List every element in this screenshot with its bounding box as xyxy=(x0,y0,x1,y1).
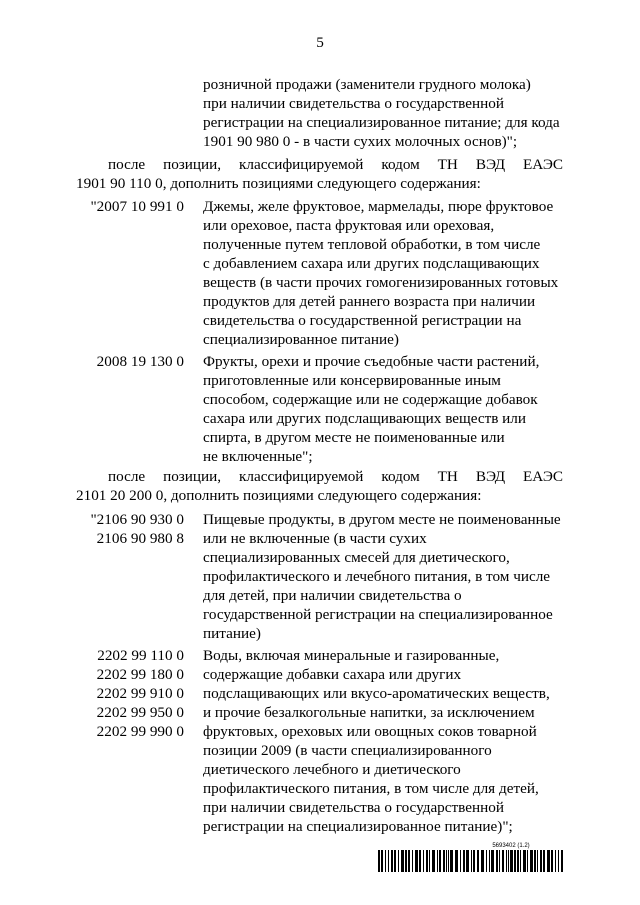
tnved-code: 2202 99 110 0 xyxy=(97,647,184,664)
text-line: Джемы, желе фруктовое, мармелады, пюре фруктовое xyxy=(203,198,554,215)
text-line: регистрации на специализированное питание)"; xyxy=(203,818,513,835)
text-line: содержащие добавки сахара или других xyxy=(203,666,462,683)
intro-line: 1901 90 110 0, дополнить позициями следующего содержания: xyxy=(76,175,481,192)
tnved-code: "2007 10 991 0 xyxy=(90,198,184,215)
text-line: питание) xyxy=(203,625,261,642)
text-line: регистрации на специализированное питание; для кода xyxy=(203,114,560,131)
text-line: не включенные"; xyxy=(203,448,313,465)
text-line: Воды, включая минеральные и газированные, xyxy=(203,647,500,664)
code-column xyxy=(76,510,184,548)
tnved-code: 2008 19 130 0 xyxy=(96,353,184,370)
intro-line: 2101 20 200 0, дополнить позициями следующего содержания: xyxy=(76,487,482,504)
text-line: способом, содержащие или не содержащие добавок xyxy=(203,391,538,408)
code-column xyxy=(76,352,184,371)
entry-description xyxy=(203,646,566,836)
text-line: веществ (в части прочих гомогенизированных готовых xyxy=(203,274,559,291)
text-line: диетического лечебного и диетического xyxy=(203,761,461,778)
intro-line: после позиции, классифицируемой кодом ТН ВЭД ЕАЭС xyxy=(108,468,563,485)
text-line: профилактического питания, в том числе для детей, xyxy=(203,780,539,797)
text-line: Пищевые продукты, в другом месте не поименованные xyxy=(203,511,561,528)
amendment-intro-2 xyxy=(76,467,563,505)
continuation-block xyxy=(203,75,565,151)
entry-description xyxy=(203,352,566,466)
document-barcode xyxy=(378,843,564,877)
tnved-code: "2106 90 930 0 xyxy=(90,511,184,528)
text-line: государственной регистрации на специализированное xyxy=(203,606,553,623)
text-line: или не включенные (в части сухих xyxy=(203,530,427,547)
tnved-code: 2202 99 990 0 xyxy=(96,723,184,740)
text-line: розничной продажи (заменители грудного молока) xyxy=(203,76,531,93)
barcode-icon xyxy=(378,850,564,872)
code-column xyxy=(76,646,184,741)
tnved-code: 2202 99 910 0 xyxy=(96,685,184,702)
text-line: профилактического и лечебного питания, в том числе xyxy=(203,568,551,585)
text-line: позиции 2009 (в части специализированного xyxy=(203,742,492,759)
page-number: 5 xyxy=(316,34,324,51)
text-line: специализированных смесей для диетического, xyxy=(203,549,510,566)
code-column xyxy=(76,197,184,216)
text-line: при наличии свидетельства о государственной xyxy=(203,799,504,816)
text-line: продуктов для детей раннего возраста при наличии xyxy=(203,293,536,310)
text-line: для детей, при наличии свидетельства о xyxy=(203,587,462,604)
text-line: и прочие безалкогольные напитки, за исключением xyxy=(203,704,535,721)
text-line: спирта, в другом месте не поименованные или xyxy=(203,429,505,446)
text-line: 1901 90 980 0 - в части сухих молочных основ)"; xyxy=(203,133,518,150)
tnved-code: 2106 90 980 8 xyxy=(96,530,184,547)
tnved-code: 2202 99 180 0 xyxy=(96,666,184,683)
text-line: сахара или других подслащивающих веществ или xyxy=(203,410,527,427)
text-line: или ореховое, паста фруктовая или ореховая, xyxy=(203,217,495,234)
text-line: фруктовых, ореховых или овощных соков товарной xyxy=(203,723,537,740)
entry-description xyxy=(203,510,566,643)
text-line: специализированное питание) xyxy=(203,331,399,348)
text-line: полученные путем тепловой обработки, в том числе xyxy=(203,236,541,253)
text-line: с добавлением сахара или других подслащивающих xyxy=(203,255,540,272)
barcode-id: 5693402 (1.2) xyxy=(492,843,530,849)
entry-description xyxy=(203,197,566,349)
text-line: приготовленные или консервированные иным xyxy=(203,372,501,389)
amendment-intro-1 xyxy=(76,155,563,193)
text-line: Фрукты, орехи и прочие съедобные части растений, xyxy=(203,353,540,370)
text-line: свидетельства о государственной регистрации на xyxy=(203,312,522,329)
text-line: подслащивающих или вкусо-ароматических веществ, xyxy=(203,685,550,702)
text-line: при наличии свидетельства о государственной xyxy=(203,95,504,112)
intro-line: после позиции, классифицируемой кодом ТН ВЭД ЕАЭС xyxy=(108,156,563,173)
tnved-code: 2202 99 950 0 xyxy=(96,704,184,721)
